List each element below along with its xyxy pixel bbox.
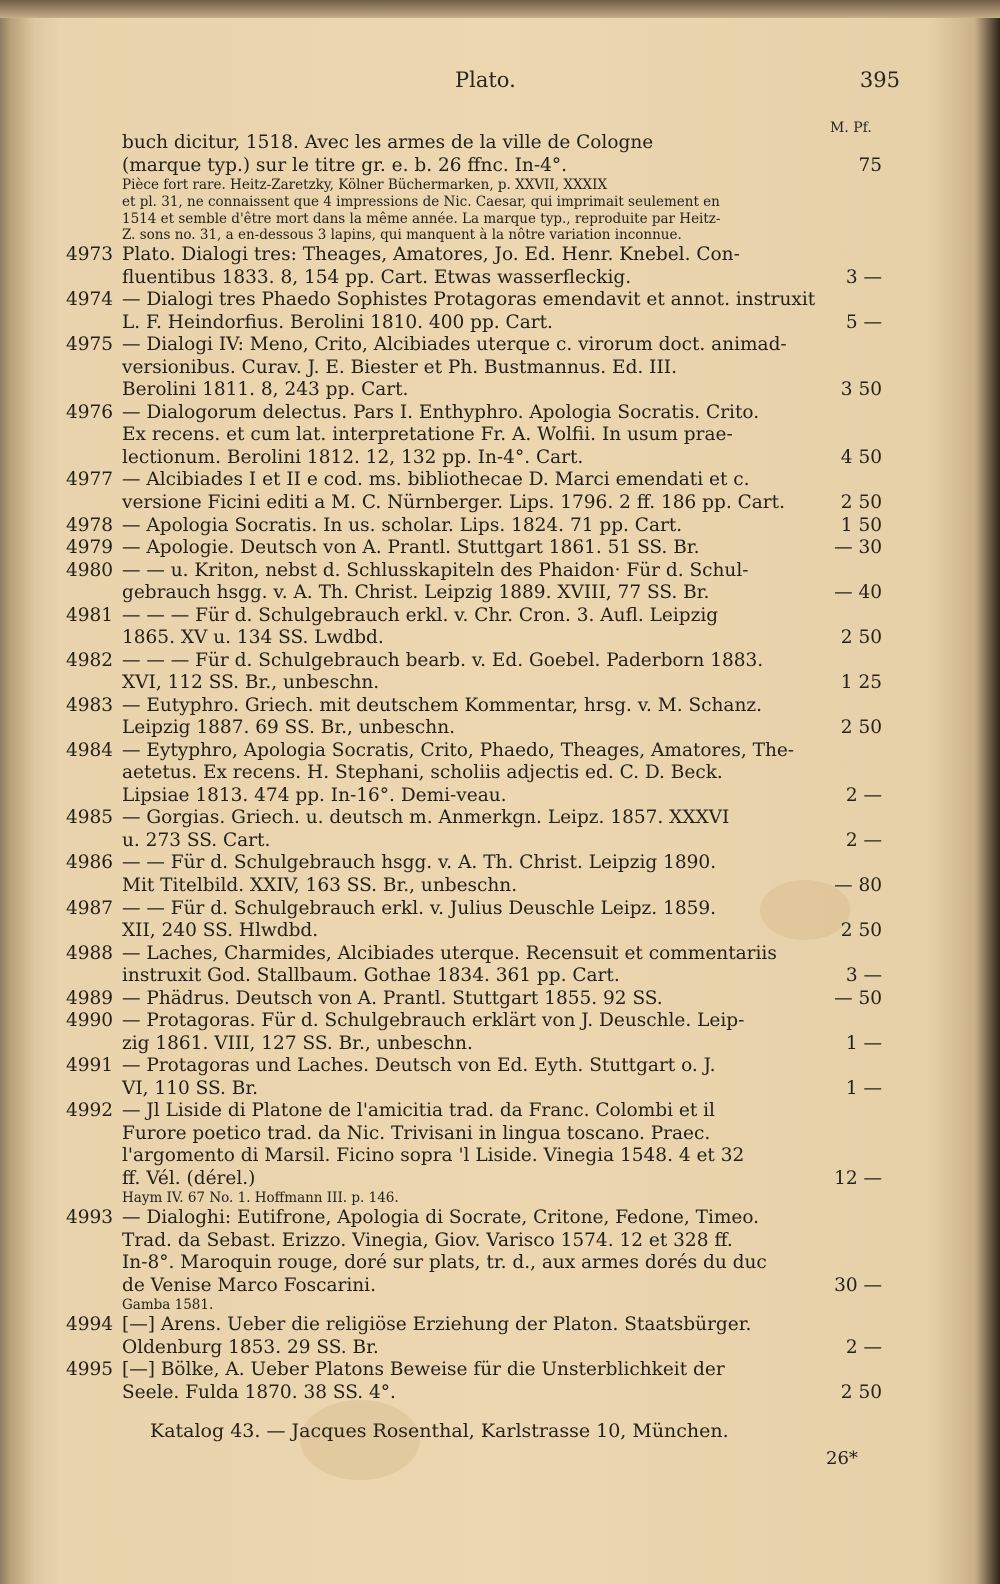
catalog-entry-line <box>66 492 896 515</box>
entry-price: 3 — <box>845 965 882 987</box>
catalog-entry-line <box>66 875 896 898</box>
catalog-entry-line <box>66 132 896 155</box>
entry-text: aetetus. Ex recens. H. Stephani, scholiis adjectis ed. C. D. Beck. <box>122 762 723 784</box>
entry-price: 2 — <box>845 829 882 851</box>
lot-number: 4993 <box>66 1207 114 1229</box>
catalog-entry-line <box>66 1252 896 1275</box>
entry-text: [—] Bölke, A. Ueber Platons Beweise für die Unsterblichkeit der <box>122 1359 725 1381</box>
lot-number: 4988 <box>66 942 114 964</box>
entry-text: Plato. Dialogi tres: Theages, Amatores, Jo. Ed. Henr. Knebel. Con- <box>122 244 740 266</box>
entry-text: Z. sons no. 31, a en-dessous 3 lapins, qui manquent à la nôtre variation inconnue. <box>122 227 682 244</box>
catalog-entry-line <box>66 1100 896 1123</box>
catalog-entry-line <box>66 830 896 853</box>
entry-price: 1 50 <box>840 514 882 536</box>
catalog-entry-line <box>66 155 896 178</box>
currency-column-header: M. Pf. <box>830 120 872 136</box>
catalog-entry-line <box>66 424 896 447</box>
catalog-entry-line <box>66 447 896 470</box>
catalog-entry-line <box>66 1055 896 1078</box>
catalog-note-line <box>66 177 896 194</box>
catalog-entry-line <box>66 695 896 718</box>
catalog-entry-line <box>66 379 896 402</box>
entry-price: — 40 <box>834 582 882 604</box>
catalog-entry-line <box>66 965 896 988</box>
lot-number: 4975 <box>66 334 114 356</box>
entry-text: et pl. 31, ne connaissent que 4 impressions de Nic. Caesar, qui imprimait seulement en <box>122 193 720 210</box>
entry-price: 4 50 <box>840 446 882 468</box>
entry-text: — — — Für d. Schulgebrauch erkl. v. Chr. Cron. 3. Aufl. Leipzig <box>122 604 719 626</box>
catalog-listing <box>66 132 896 1404</box>
lot-number: 4974 <box>66 289 114 311</box>
catalog-note-line <box>66 227 896 244</box>
entry-text: versionibus. Curav. J. E. Biester et Ph. Bustmannus. Ed. III. <box>122 356 677 378</box>
entry-text: Lipsiae 1813. 474 pp. In-16°. Demi-veau. <box>122 784 507 806</box>
catalog-entry-line <box>66 852 896 875</box>
lot-number: 4980 <box>66 559 114 581</box>
catalog-entry-line <box>66 469 896 492</box>
entry-price: 75 <box>858 154 882 176</box>
entry-text: — Jl Liside di Platone de l'amicitia trad. da Franc. Colombi et il <box>122 1100 715 1122</box>
catalog-entry-line <box>66 582 896 605</box>
entry-price: 2 50 <box>840 627 882 649</box>
lot-number: 4983 <box>66 694 114 716</box>
entry-text: — Dialogorum delectus. Pars I. Enthyphro. Apologia Socratis. Crito. <box>122 401 760 423</box>
catalog-entry-line <box>66 1382 896 1405</box>
page-top-edge <box>0 0 1000 18</box>
lot-number: 4995 <box>66 1359 114 1381</box>
catalog-entry-line <box>66 740 896 763</box>
entry-text: 1514 et semble d'être mort dans la même année. La marque typ., reproduite par Heitz- <box>122 210 721 227</box>
entry-text: XII, 240 SS. Hlwdbd. <box>122 920 319 942</box>
catalog-note-line <box>66 194 896 211</box>
entry-text: In-8°. Maroquin rouge, doré sur plats, tr. d., aux armes dorés du duc <box>122 1252 767 1274</box>
entry-price: 1 — <box>845 1032 882 1054</box>
entry-text: — Protagoras. Für d. Schulgebrauch erklärt von J. Deuschle. Leip- <box>122 1010 745 1032</box>
entry-text: de Venise Marco Foscarini. <box>122 1274 376 1296</box>
entry-text: Trad. da Sebast. Erizzo. Vinegia, Giov. Varisco 1574. 12 et 328 ff. <box>122 1229 733 1251</box>
entry-price: — 30 <box>834 537 882 559</box>
catalog-entry-line <box>66 627 896 650</box>
lot-number: 4977 <box>66 469 114 491</box>
catalog-entry-line <box>66 1207 896 1230</box>
entry-text: gebrauch hsgg. v. A. Th. Christ. Leipzig 1889. XVIII, 77 SS. Br. <box>122 582 710 604</box>
catalog-entry-line <box>66 334 896 357</box>
catalog-entry-line <box>66 807 896 830</box>
entry-text: Haym IV. 67 No. 1. Hoffmann III. p. 146. <box>122 1190 399 1207</box>
catalog-entry-line <box>66 537 896 560</box>
entry-text: lectionum. Berolini 1812. 12, 132 pp. In-4°. Cart. <box>122 446 584 468</box>
entry-text: Seele. Fulda 1870. 38 SS. 4°. <box>122 1381 396 1403</box>
entry-price: 2 — <box>845 784 882 806</box>
catalog-entry-line <box>66 357 896 380</box>
entry-text: — — u. Kriton, nebst d. Schlusskapiteln des Phaidon· Für d. Schul- <box>122 559 749 581</box>
lot-number: 4973 <box>66 244 114 266</box>
entry-text: instruxit God. Stallbaum. Gothae 1834. 361 pp. Cart. <box>122 965 620 987</box>
catalog-entry-line <box>66 1145 896 1168</box>
lot-number: 4992 <box>66 1100 114 1122</box>
lot-number: 4982 <box>66 649 114 671</box>
entry-price: 1 — <box>845 1077 882 1099</box>
catalog-entry-line <box>66 1168 896 1191</box>
entry-text: — Eutyphro. Griech. mit deutschem Kommentar, hrsg. v. M. Schanz. <box>122 694 762 716</box>
entry-text: l'argomento di Marsil. Ficino sopra 'l Liside. Vinegia 1548. 4 et 32 <box>122 1145 745 1167</box>
entry-text: — Laches, Charmides, Alcibiades uterque. Recensuit et commentariis <box>122 942 777 964</box>
lot-number: 4985 <box>66 807 114 829</box>
catalog-note-line <box>66 1190 896 1207</box>
entry-text: — Apologia Socratis. In us. scholar. Lips. 1824. 71 pp. Cart. <box>122 514 683 536</box>
catalog-footer: Katalog 43. — Jacques Rosenthal, Karlstrasse 10, München. <box>150 1420 729 1442</box>
entry-price: 2 50 <box>840 1381 882 1403</box>
lot-number: 4991 <box>66 1055 114 1077</box>
entry-text: — — Für d. Schulgebrauch erkl. v. Julius Deuschle Leipz. 1859. <box>122 897 717 919</box>
entry-text: Leipzig 1887. 69 SS. Br., unbeschn. <box>122 717 455 739</box>
entry-text: — Dialoghi: Eutifrone, Apologia di Socrate, Critone, Fedone, Timeo. <box>122 1207 760 1229</box>
entry-text: — Eytyphro, Apologia Socratis, Crito, Phaedo, Theages, Amatores, The- <box>122 739 795 761</box>
lot-number: 4994 <box>66 1314 114 1336</box>
catalog-entry-line <box>66 312 896 335</box>
catalog-entry-line <box>66 1337 896 1360</box>
entry-price: — 80 <box>834 875 882 896</box>
entry-text: fluentibus 1833. 8, 154 pp. Cart. Etwas wasserfleckig. <box>122 266 632 288</box>
catalog-entry-line <box>66 762 896 785</box>
catalog-entry-line <box>66 650 896 673</box>
entry-text: — Phädrus. Deutsch von A. Prantl. Stuttgart 1855. 92 SS. <box>122 987 663 1009</box>
lot-number: 4978 <box>66 514 114 536</box>
lot-number: 4984 <box>66 739 114 761</box>
catalog-entry-line <box>66 988 896 1011</box>
catalog-note-line <box>66 211 896 228</box>
catalog-entry-line <box>66 1314 896 1337</box>
lot-number: 4981 <box>66 604 114 626</box>
catalog-entry-line <box>66 1078 896 1101</box>
catalog-entry-line <box>66 1230 896 1253</box>
catalog-entry-line <box>66 1275 896 1298</box>
entry-text: Gamba 1581. <box>122 1297 214 1314</box>
catalog-entry-line <box>66 1033 896 1056</box>
entry-price: 2 50 <box>840 491 882 513</box>
entry-text: Ex recens. et cum lat. interpretatione Fr. A. Wolfii. In usum prae- <box>122 424 733 446</box>
entry-price: 2 50 <box>840 717 882 739</box>
entry-price: 3 — <box>845 266 882 288</box>
catalog-entry-line <box>66 717 896 740</box>
catalog-entry-line <box>66 289 896 312</box>
catalog-entry-line <box>66 605 896 628</box>
entry-text: Mit Titelbild. XXIV, 163 SS. Br., unbeschn. <box>122 875 518 896</box>
entry-text: — — Für d. Schulgebrauch hsgg. v. A. Th. Christ. Leipzig 1890. <box>122 852 717 874</box>
catalog-entry-line <box>66 515 896 538</box>
catalog-entry-line <box>66 1359 896 1382</box>
lot-number: 4986 <box>66 852 114 874</box>
entry-text: u. 273 SS. Cart. <box>122 829 271 851</box>
lot-number: 4979 <box>66 537 114 559</box>
entry-text: buch dicitur, 1518. Avec les armes de la ville de Cologne <box>122 132 654 153</box>
entry-text: Furore poetico trad. da Nic. Trivisani in lingua toscano. Praec. <box>122 1122 711 1144</box>
catalog-entry-line <box>66 402 896 425</box>
catalog-entry-line <box>66 244 896 267</box>
catalog-entry-line <box>66 267 896 290</box>
entry-text: versione Ficini editi a M. C. Nürnberger. Lips. 1796. 2 ff. 186 pp. Cart. <box>122 491 785 513</box>
entry-price: 1 25 <box>840 672 882 694</box>
entry-text: ff. Vél. (dérel.) <box>122 1167 256 1189</box>
entry-price: 30 — <box>834 1274 882 1296</box>
entry-price: 2 — <box>845 1336 882 1358</box>
entry-text: — Dialogi tres Phaedo Sophistes Protagoras emendavit et annot. instruxit <box>122 289 816 311</box>
entry-price: 3 50 <box>840 379 882 401</box>
entry-text: [—] Arens. Ueber die religiöse Erziehung der Platon. Staatsbürger. <box>122 1314 752 1336</box>
entry-text: — Dialogi IV: Meno, Crito, Alcibiades uterque c. virorum doct. animad- <box>122 334 787 356</box>
catalog-entry-line <box>66 920 896 943</box>
entry-text: XVI, 112 SS. Br., unbeschn. <box>122 672 380 694</box>
catalog-entry-line <box>66 1123 896 1146</box>
entry-text: — — — Für d. Schulgebrauch bearb. v. Ed. Goebel. Paderborn 1883. <box>122 649 764 671</box>
lot-number: 4989 <box>66 987 114 1009</box>
lot-number: 4990 <box>66 1010 114 1032</box>
catalog-note-line <box>66 1297 896 1314</box>
catalog-entry-line <box>66 672 896 695</box>
catalog-entry-line <box>66 785 896 808</box>
entry-text: VI, 110 SS. Br. <box>122 1077 259 1099</box>
entry-text: L. F. Heindorfius. Berolini 1810. 400 pp. Cart. <box>122 311 553 333</box>
entry-price: — 50 <box>834 987 882 1009</box>
page-number: 395 <box>859 68 900 92</box>
entry-text: — Apologie. Deutsch von A. Prantl. Stuttgart 1861. 51 SS. Br. <box>122 537 700 559</box>
running-header <box>120 68 900 98</box>
catalog-entry-line <box>66 943 896 966</box>
entry-text: (marque typ.) sur le titre gr. e. b. 26 ffnc. In-4°. <box>122 154 567 176</box>
lot-number: 4987 <box>66 897 114 919</box>
page-title: Plato. <box>455 68 516 92</box>
catalog-entry-line <box>66 1010 896 1033</box>
lot-number: 4976 <box>66 401 114 423</box>
entry-text: 1865. XV u. 134 SS. Lwdbd. <box>122 627 384 649</box>
catalog-entry-line <box>66 560 896 583</box>
entry-text: — Protagoras und Laches. Deutsch von Ed. Eyth. Stuttgart o. J. <box>122 1055 716 1077</box>
entry-text: — Gorgias. Griech. u. deutsch m. Anmerkgn. Leipz. 1857. XXXVI <box>122 807 730 829</box>
catalog-entry-line <box>66 898 896 921</box>
signature-mark: 26* <box>826 1448 858 1469</box>
entry-text: zig 1861. VIII, 127 SS. Br., unbeschn. <box>122 1032 473 1054</box>
entry-price: 2 50 <box>840 920 882 942</box>
entry-text: Oldenburg 1853. 29 SS. Br. <box>122 1336 379 1358</box>
entry-text: Berolini 1811. 8, 243 pp. Cart. <box>122 379 409 401</box>
entry-price: 5 — <box>845 311 882 333</box>
entry-price: 12 — <box>834 1167 882 1189</box>
entry-text: Pièce fort rare. Heitz-Zaretzky, Kölner Büchermarken, p. XXVII, XXXIX <box>122 177 608 194</box>
entry-text: — Alcibiades I et II e cod. ms. bibliothecae D. Marci emendati et c. <box>122 469 750 491</box>
